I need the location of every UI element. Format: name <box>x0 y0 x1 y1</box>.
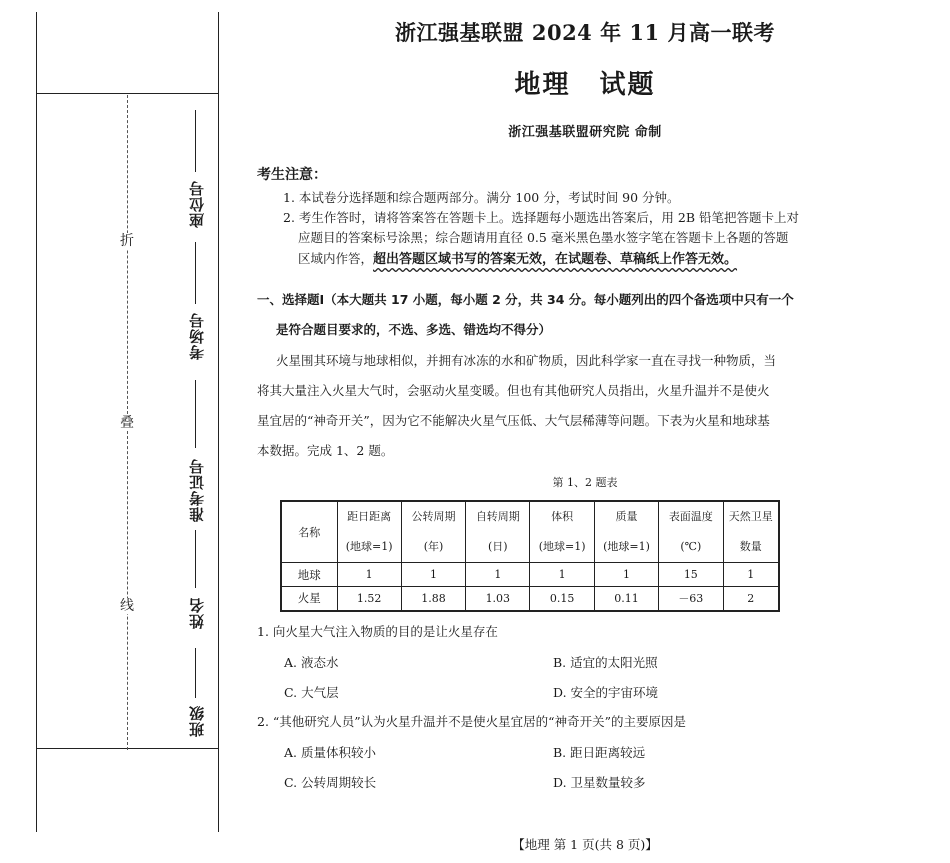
table-cell: －63 <box>659 587 723 611</box>
question-1-stem: 1. 向火星大气注入物质的目的是让火星存在 <box>257 624 498 639</box>
question-1-option-a: A. 液态水 <box>284 655 339 670</box>
table-cell: 1.52 <box>337 587 401 611</box>
passage-line-2: 将其大量注入火星大气时，会驱动火星变暖。但也有其他研究人员指出，火星升温并不是使火 <box>257 383 770 398</box>
table-col-header: 质量 (地球=1) <box>594 501 658 563</box>
admission-number-line <box>195 380 196 448</box>
table-row-label: 地球 <box>281 563 337 587</box>
author-line: 浙江强基联盟研究院 命制 <box>508 125 662 140</box>
passage-line-1: 火星围其环境与地球相似，并拥有冰冻的水和矿物质，因此科学家一直在寻找一种物质，当 <box>276 353 777 368</box>
name-label: 姓名 <box>188 597 206 629</box>
section-heading-line-1: 一、选择题Ⅰ（本大题共 17 小题，每小题 2 分，共 34 分。每小题列出的四个备选项中只有一个 <box>257 292 794 307</box>
question-2-option-c: C. 公转周期较长 <box>284 775 377 790</box>
fold-char-1: 折 <box>120 233 134 249</box>
table-col-header: 自转周期 (日) <box>466 501 530 563</box>
table-cell: 0.11 <box>594 587 658 611</box>
table-cell: 1 <box>723 563 779 587</box>
table-col-header: 表面温度 (℃) <box>659 501 723 563</box>
fold-char-2: 叠 <box>120 415 134 431</box>
table-name-header: 名称 <box>281 501 337 563</box>
table-row-label: 火星 <box>281 587 337 611</box>
table-cell: 1 <box>401 563 465 587</box>
name-line <box>195 530 196 588</box>
margin-top-rule <box>37 93 218 94</box>
table-row <box>281 563 779 587</box>
seat-number-line <box>195 110 196 172</box>
notice-item-2-line-2: 应题目的答案标号涂黑；综合题请用直径 0.5 毫米黑色墨水签字笔在答题卡上各题的答题 <box>298 230 789 245</box>
notice-title: 考生注意： <box>257 167 327 183</box>
exam-title: 浙江强基联盟 2024 年 11 月高一联考 <box>395 20 775 45</box>
admission-number-label: 准考证号 <box>188 458 206 522</box>
subject-title: 地理 试题 <box>514 70 656 100</box>
question-2-option-b: B. 距日距离较远 <box>553 745 646 760</box>
table-cell: 0.15 <box>530 587 594 611</box>
table-col-header: 公转周期 (年) <box>401 501 465 563</box>
seat-number-label: 座位号 <box>188 180 206 228</box>
question-2-stem: 2. “其他研究人员”认为火星升温并不是使火星宜居的“神奇开关”的主要原因是 <box>257 714 686 729</box>
notice-item-2-prefix: 区域内作答， <box>298 251 374 266</box>
question-1-option-d: D. 安全的宇宙环境 <box>553 685 659 700</box>
question-2-option-a: A. 质量体积较小 <box>284 745 376 760</box>
table-cell: 15 <box>659 563 723 587</box>
class-line <box>195 648 196 698</box>
question-2-option-d: D. 卫星数量较多 <box>553 775 646 790</box>
exam-room-label: 考场号 <box>188 312 206 360</box>
table-caption: 第 1、2 题表 <box>552 476 618 489</box>
notice-item-2-line-1: 2. 考生作答时，请将答案答在答题卡上。选择题每小题选出答案后，用 2B 铅笔把答题卡上对 <box>283 210 799 225</box>
passage-line-3: 星宜居的“神奇开关”，因为它不能解决火星气压低、大气层稀薄等问题。下表为火星和地球基 <box>257 413 770 428</box>
exam-room-line <box>195 242 196 304</box>
section-heading-line-2: 是符合题目要求的，不选、多选、错选均不得分） <box>276 322 552 337</box>
table-cell: 2 <box>723 587 779 611</box>
table-cell: 1 <box>594 563 658 587</box>
class-label: 班级 <box>188 705 206 737</box>
notice-item-1: 1. 本试卷分选择题和综合题两部分。满分 100 分，考试时间 90 分钟。 <box>283 190 680 205</box>
question-1-option-c: C. 大气层 <box>284 685 339 700</box>
notice-item-2-line-3 <box>298 248 737 267</box>
question-1-option-b: B. 适宜的太阳光照 <box>553 655 658 670</box>
table-col-header: 距日距离 (地球=1) <box>337 501 401 563</box>
planet-data-table <box>280 500 780 612</box>
table-cell: 1.03 <box>466 587 530 611</box>
table-cell: 1 <box>466 563 530 587</box>
page-footer: 【地理 第 1 页(共 8 页)】 <box>512 837 658 852</box>
table-col-header: 体积 (地球=1) <box>530 501 594 563</box>
table-col-header: 天然卫星 数量 <box>723 501 779 563</box>
table-cell: 1 <box>337 563 401 587</box>
passage-line-4: 本数据。完成 1、2 题。 <box>257 443 394 458</box>
table-cell: 1.88 <box>401 587 465 611</box>
fold-char-3: 线 <box>120 598 134 614</box>
table-header-row <box>281 501 779 563</box>
notice-emphasis: 超出答题区域书写的答案无效，在试题卷、草稿纸上作答无效。 <box>373 252 738 267</box>
table-cell: 1 <box>530 563 594 587</box>
table-row <box>281 587 779 611</box>
